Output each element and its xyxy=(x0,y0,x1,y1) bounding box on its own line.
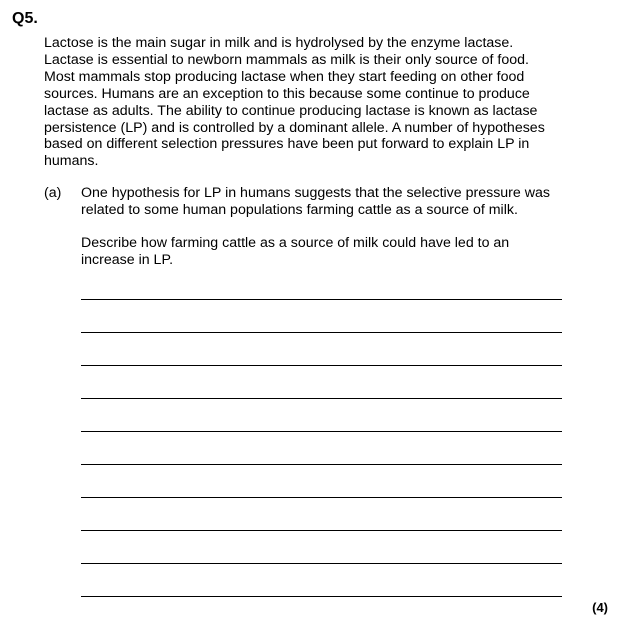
answer-area[interactable] xyxy=(81,299,562,597)
stem-line: Lactose is the main sugar in milk and is hydrolysed by the enzyme lactase. xyxy=(44,35,514,51)
stem-line: Most mammals stop producing lactase when they start feeding on other food xyxy=(44,68,525,85)
prompt-line: increase in LP. xyxy=(81,251,174,268)
answer-line[interactable] xyxy=(81,464,562,465)
answer-line[interactable] xyxy=(81,299,562,300)
answer-line[interactable] xyxy=(81,596,562,597)
answer-line[interactable] xyxy=(81,365,562,366)
hypothesis-line: One hypothesis for LP in humans suggests that the selective pressure was xyxy=(81,185,550,201)
hypothesis-line: related to some human populations farming cattle as a source of milk. xyxy=(81,201,518,218)
question-stem xyxy=(44,35,584,170)
stem-line: humans. xyxy=(44,153,99,170)
answer-line[interactable] xyxy=(81,563,562,564)
answer-line[interactable] xyxy=(81,332,562,333)
part-a-label: (a) xyxy=(44,185,62,201)
stem-line: lactase as adults. The ability to continue producing lactase is known as lactase xyxy=(44,102,538,119)
stem-line: based on different selection pressures have been put forward to explain LP in xyxy=(44,136,530,153)
stem-line: persistence (LP) and is controlled by a dominant allele. A number of hypotheses xyxy=(44,119,545,136)
question-number: Q5. xyxy=(12,10,38,27)
stem-line: sources. Humans are an exception to this because some continue to produce xyxy=(44,85,530,102)
answer-line[interactable] xyxy=(81,497,562,498)
part-a-hypothesis xyxy=(81,185,581,219)
stem-line: Lactase is essential to newborn mammals as milk is their only source of food. xyxy=(44,51,529,68)
answer-line[interactable] xyxy=(81,398,562,399)
prompt-line: Describe how farming cattle as a source of milk could have led to an xyxy=(81,235,510,251)
part-a-prompt xyxy=(81,235,561,269)
answer-line[interactable] xyxy=(81,431,562,432)
answer-line[interactable] xyxy=(81,530,562,531)
marks-indicator: (4) xyxy=(592,600,608,615)
